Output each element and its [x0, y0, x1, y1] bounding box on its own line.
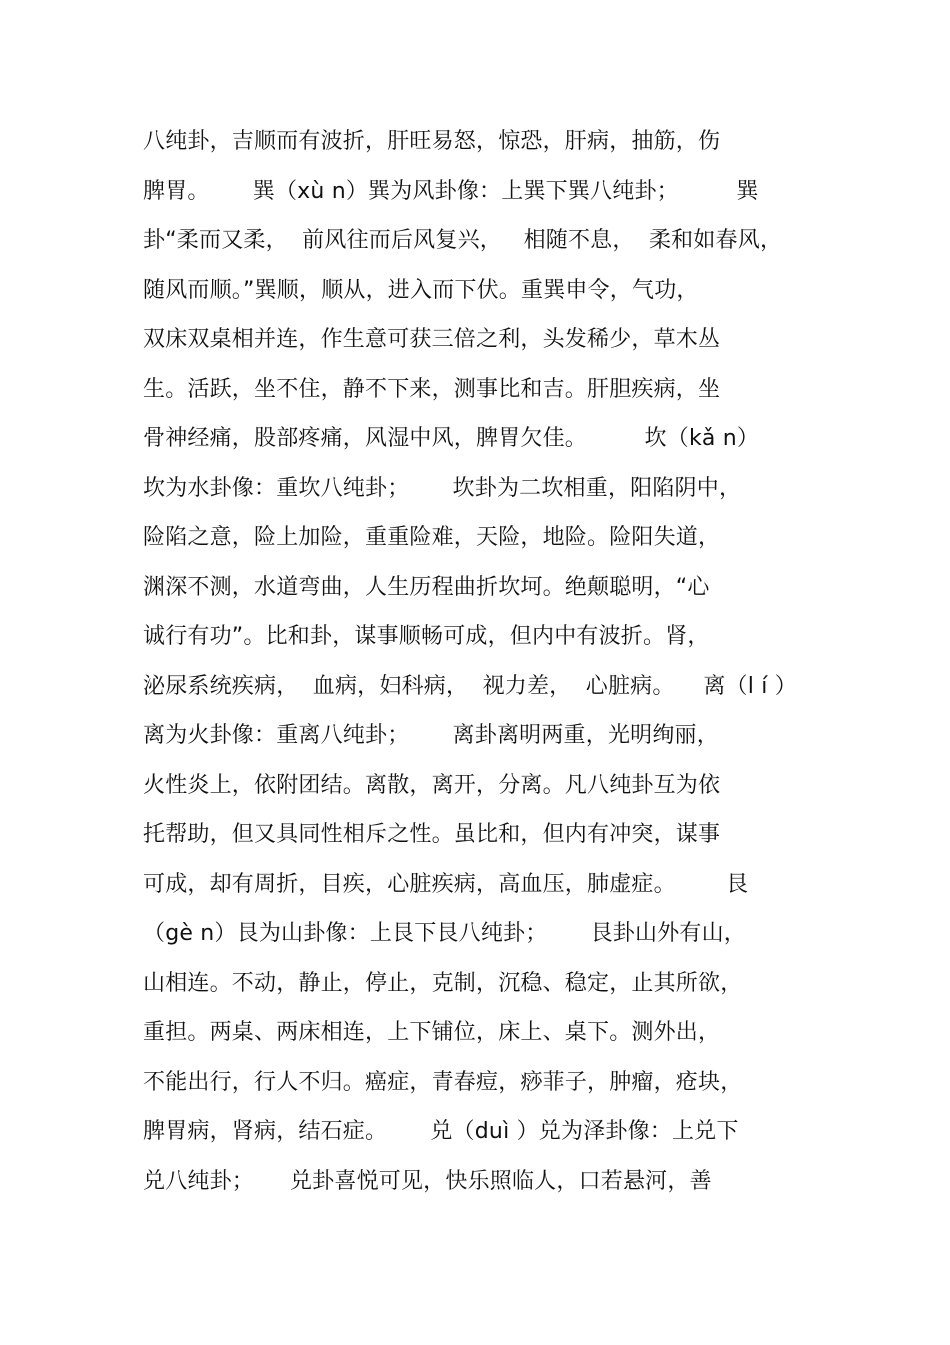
text-line: 坎为水卦像：重坎八纯卦； 坎卦为二坎相重，阳陷阴中，	[143, 475, 742, 501]
text-line: 山相连。不动，静止，停止，克制，沉稳、稳定，止其所欲，	[143, 970, 743, 996]
text-line: 生。活跃，坐不住，静不下来，测事比和吉。肝胆疾病，坐	[143, 376, 721, 402]
text-line: 脾胃病，肾病，结石症。 兑（duì ）兑为泽卦像：上兑下	[143, 1119, 739, 1144]
text-line: 随风而顺。”巽顺，顺从，进入而下伏。重巽申令，气功，	[143, 277, 699, 303]
text-line: 火性炎上，依附团结。离散，离开，分离。凡八纯卦互为依	[143, 772, 721, 798]
text-line: 险陷之意，险上加险，重重险难，天险，地险。险阳失道，	[143, 525, 721, 550]
text-line: 兑八纯卦； 兑卦喜悦可见，快乐照临人，口若悬河，善	[143, 1168, 712, 1194]
text-line: 离为火卦像：重离八纯卦； 离卦离明两重，光明绚丽，	[143, 723, 719, 748]
text-line: 重担。两桌、两床相连，上下铺位，床上、桌下。测外出，	[143, 1020, 721, 1045]
text-line: 泌尿系统疾病， 血病，妇科病， 视力差， 心脏病。 离（l í ）	[143, 673, 797, 699]
text-line: 脾胃。 巽（xù n）巽为风卦像：上巽下巽八纯卦； 巽	[143, 178, 759, 204]
text-line: （gè n）艮为山卦像：上艮下艮八纯卦； 艮卦山外有山，	[143, 921, 746, 946]
text-line: 双床双桌相并连，作生意可获三倍之利，头发稀少，草木丛	[143, 327, 721, 352]
text-line: 不能出行，行人不归。癌症，青春痘，痧菲子，肿瘤，疮块，	[143, 1069, 743, 1095]
text-line: 卦“柔而又柔， 前风往而后风复兴， 相随不息， 柔和如春风，	[143, 228, 783, 253]
text-line: 可成，却有周折，目疾，心脏疾病，高血压，肺虚症。 艮	[143, 871, 749, 897]
text-line: 八纯卦，吉顺而有波折，肝旺易怒，惊恐，肝病，抽筋，伤	[143, 129, 721, 154]
text-line: 骨神经痛，股部疼痛，风湿中风，脾胃欠佳。 坎（kǎ n）	[143, 426, 760, 451]
text-line: 诚行有功”。比和卦，谋事顺畅可成，但内中有波折。肾，	[143, 624, 710, 649]
text-line: 渊深不测，水道弯曲，人生历程曲折坎坷。绝颠聪明，“心	[143, 574, 710, 600]
text-line: 托帮助，但又具同性相斥之性。虽比和，但内有冲突，谋事	[143, 822, 721, 847]
body-text	[143, 124, 823, 1213]
